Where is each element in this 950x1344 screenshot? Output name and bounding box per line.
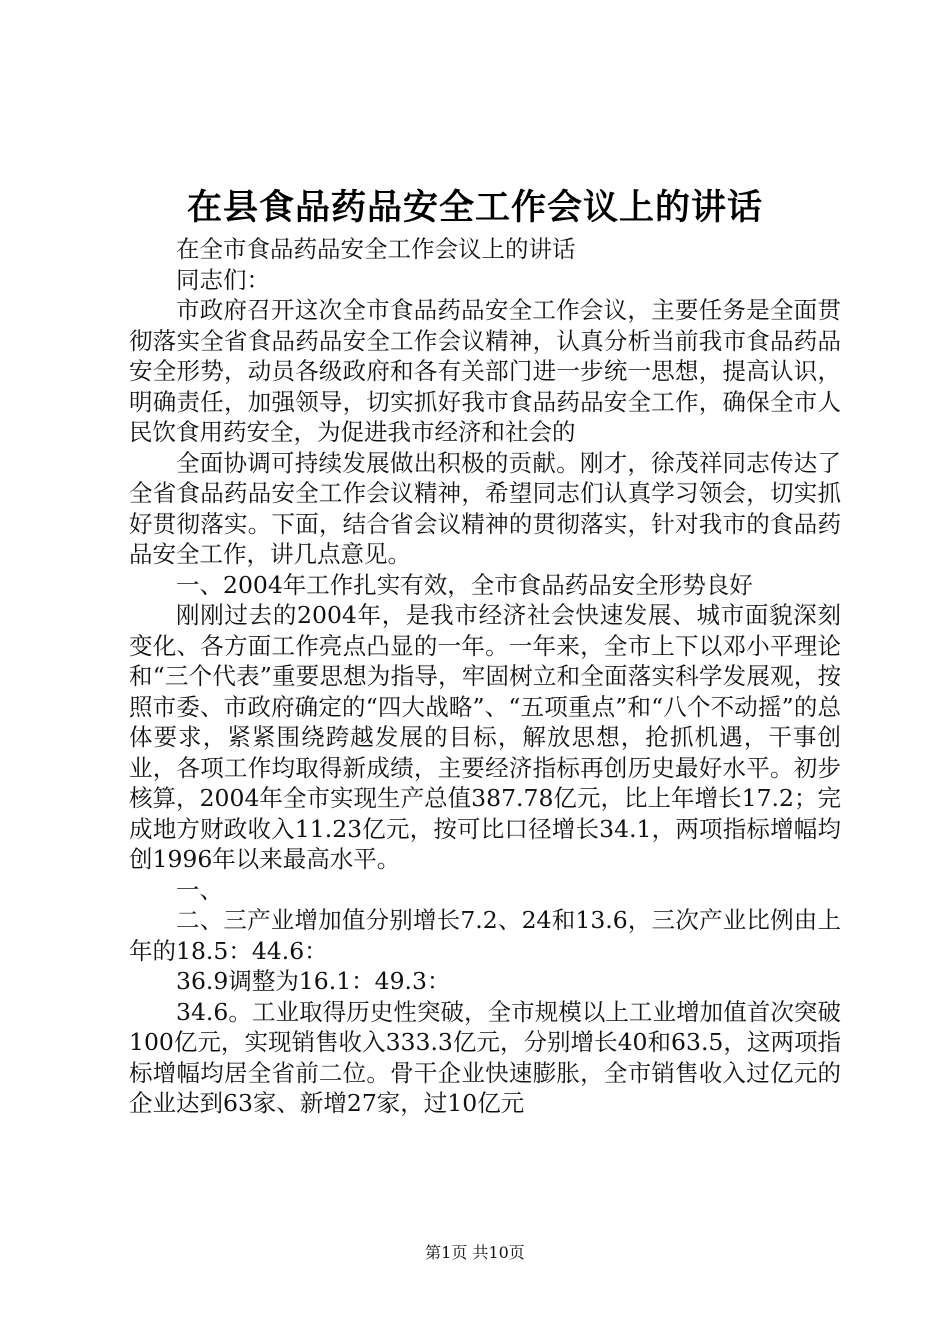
salutation-paragraph: 同志们：	[176, 265, 270, 294]
body-paragraph: 市政府召开这次全市食品药品安全工作会议，主要任务是全面贯彻落实全省食品药品安全工作会议精神，认真分析当前我市食品药品安全形势，动员各级政府和各有关部门进一步统一思想，提高认识，明确责任，加强领导，切实抓好我市食品药品安全工作，确保全市人民饮食用药安全，为促进我市经济和社会的	[129, 296, 841, 446]
document-title: 在县食品药品安全工作会议上的讲话	[186, 187, 763, 228]
document-body	[129, 234, 841, 1119]
section-heading: 一、2004年工作扎实有效，全市食品药品安全形势良好	[176, 570, 753, 599]
body-paragraph: 34.6。工业取得历史性突破，全市规模以上工业增加值首次突破100亿元，实现销售收入333.3亿元，分别增长40和63.5，这两项指标增幅均居全省前二位。骨干企业快速膨胀，全市销售收入过亿元的企业达到63家、新增27家，过10亿元	[129, 997, 841, 1117]
subtitle-paragraph: 在全市食品药品安全工作会议上的讲话	[176, 235, 576, 263]
body-paragraph: 刚刚过去的2004年，是我市经济社会快速发展、城市面貌深刻变化、各方面工作亮点凸显的一年。一年来，全市上下以邓小平理论和“三个代表”重要思想为指导，牢固树立和全面落实科学发展观，按照市委、市政府确定的“四大战略”、“五项重点”和“八个不动摇”的总体要求，紧紧围绕跨越发展的目标，解放思想，抢抓机遇，干事创业，各项工作均取得新成绩，主要经济指标再创历史最好水平。初步核算，2004年全市实现生产总值387.78亿元，比上年增长17.2；完成地方财政收入11.23亿元，按可比口径增长34.1，两项指标增幅均创1996年以来最高水平。	[129, 601, 841, 873]
body-paragraph: 36.9调整为16.1：49.3：	[176, 967, 451, 995]
body-paragraph: 二、三产业增加值分别增长7.2、24和13.6，三次产业比例由上年的18.5：44.6：	[129, 906, 841, 965]
body-paragraph: 全面协调可持续发展做出积极的贡献。刚才，徐茂祥同志传达了全省食品药品安全工作会议精神，希望同志们认真学习领会，切实抓好贯彻落实。下面，结合省会议精神的贯彻落实，针对我市的食品药品安全工作，讲几点意见。	[129, 448, 841, 568]
body-paragraph: 一、	[176, 875, 223, 904]
page-number-footer: 第1页 共10页	[425, 1243, 525, 1262]
